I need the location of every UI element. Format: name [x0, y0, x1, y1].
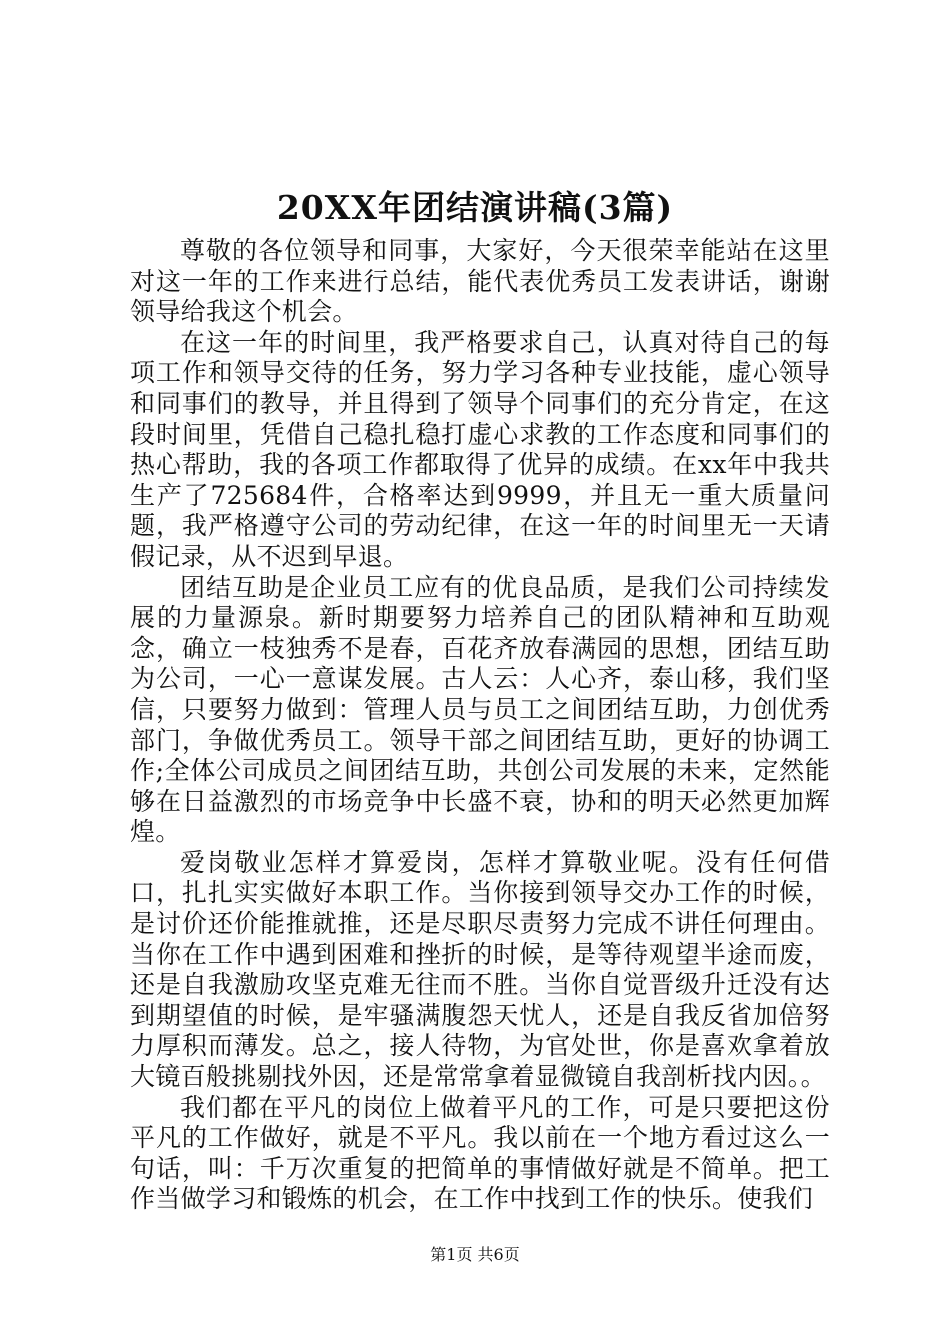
document-body	[130, 236, 830, 1215]
paragraph-5: 我们都在平凡的岗位上做着平凡的工作，可是只要把这份平凡的工作做好，就是不平凡。我以前在一个地方看过这么一句话，叫：千万次重复的把简单的事情做好就是不简单。把工作当做学习和锻炼的机会，在工作中找到工作的快乐。使我们	[130, 1092, 830, 1214]
paragraph-3: 团结互助是企业员工应有的优良品质，是我们公司持续发展的力量源泉。新时期要努力培养自己的团队精神和互助观念，确立一枝独秀不是春，百花齐放春满园的思想，团结互助为公司，一心一意谋发展。古人云：人心齐，泰山移，我们坚信，只要努力做到：管理人员与员工之间团结互助，力创优秀部门，争做优秀员工。领导干部之间团结互助，更好的协调工作;全体公司成员之间团结互助，共创公司发展的未来，定然能够在日益激烈的市场竞争中长盛不衰，协和的明天必然更加辉煌。	[130, 572, 830, 847]
page-number-footer: 第1页 共6页	[430, 1245, 520, 1264]
paragraph-1: 尊敬的各位领导和同事，大家好，今天很荣幸能站在这里对这一年的工作来进行总结，能代表优秀员工发表讲话，谢谢领导给我这个机会。	[130, 236, 830, 327]
paragraph-4: 爱岗敬业怎样才算爱岗，怎样才算敬业呢。没有任何借口，扎扎实实做好本职工作。当你接到领导交办工作的时候，是讨价还价能推就推，还是尽职尽责努力完成不讲任何理由。当你在工作中遇到困难和挫折的时候，是等待观望半途而废，还是自我激励攻坚克难无往而不胜。当你自觉晋级升迁没有达到期望值的时候，是牢骚满腹怨天忧人，还是自我反省加倍努力厚积而薄发。总之，接人待物，为官处世，你是喜欢拿着放大镜百般挑剔找外因，还是常常拿着显微镜自我剖析找内因。。	[130, 847, 830, 1092]
paragraph-2: 在这一年的时间里，我严格要求自己，认真对待自己的每项工作和领导交待的任务，努力学习各种专业技能，虚心领导和同事们的教导，并且得到了领导个同事们的充分肯定，在这段时间里，凭借自己稳扎稳打虚心求教的工作态度和同事们的热心帮助，我的各项工作都取得了优异的成绩。在xx年中我共生产了725684件，合格率达到9999，并且无一重大质量问题，我严格遵守公司的劳动纪律，在这一年的时间里无一天请假记录，从不迟到早退。	[130, 327, 830, 571]
document-title: 20XX年团结演讲稿(3篇)	[276, 188, 674, 227]
